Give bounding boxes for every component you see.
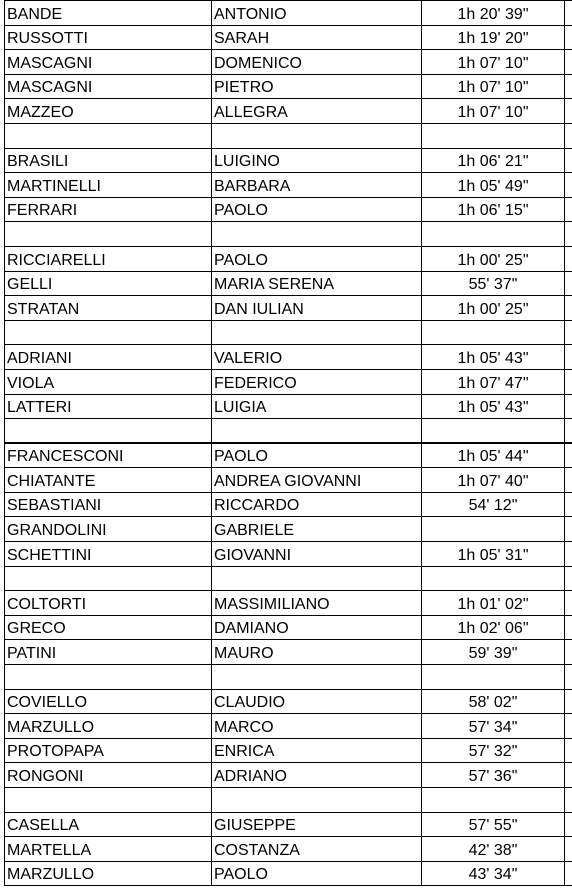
spacer-row xyxy=(4,419,572,444)
edge-cell xyxy=(564,321,572,345)
edge-cell xyxy=(564,272,572,296)
first-name-cell: GIOVANNI xyxy=(211,542,421,566)
edge-cell xyxy=(564,763,572,787)
table-row xyxy=(4,468,572,493)
last-name-cell: MARZULLO xyxy=(4,714,211,738)
table-row xyxy=(4,517,572,542)
time-cell: 42' 38" xyxy=(421,837,564,861)
time-cell xyxy=(421,321,564,345)
time-cell: 54' 12" xyxy=(421,493,564,517)
results-table xyxy=(4,0,572,886)
time-cell: 57' 34" xyxy=(421,714,564,738)
first-name-cell: MASSIMILIANO xyxy=(211,591,421,615)
table-row xyxy=(4,26,572,51)
time-cell xyxy=(421,665,564,689)
last-name-cell: RONGONI xyxy=(4,763,211,787)
last-name-cell xyxy=(4,222,211,246)
last-name-cell: RICCIARELLI xyxy=(4,247,211,271)
first-name-cell: CLAUDIO xyxy=(211,690,421,714)
time-cell xyxy=(421,124,564,148)
last-name-cell xyxy=(4,124,211,148)
time-cell: 57' 32" xyxy=(421,739,564,763)
last-name-cell xyxy=(4,321,211,345)
last-name-cell: COVIELLO xyxy=(4,690,211,714)
table-row xyxy=(4,493,572,518)
edge-cell xyxy=(564,591,572,615)
last-name-cell: GELLI xyxy=(4,272,211,296)
first-name-cell: LUIGINO xyxy=(211,149,421,173)
table-row xyxy=(4,75,572,100)
last-name-cell: GRANDOLINI xyxy=(4,517,211,541)
table-row xyxy=(4,247,572,272)
last-name-cell: MARZULLO xyxy=(4,862,211,886)
last-name-cell: MASCAGNI xyxy=(4,75,211,99)
edge-cell xyxy=(564,247,572,271)
first-name-cell: FEDERICO xyxy=(211,370,421,394)
first-name-cell: ANTONIO xyxy=(211,1,421,25)
last-name-cell: ADRIANI xyxy=(4,345,211,369)
last-name-cell: GRECO xyxy=(4,616,211,640)
edge-cell xyxy=(564,788,572,812)
last-name-cell: LATTERI xyxy=(4,395,211,419)
table-row xyxy=(4,837,572,862)
first-name-cell: ADRIANO xyxy=(211,763,421,787)
edge-cell xyxy=(564,493,572,517)
table-row xyxy=(4,616,572,641)
first-name-cell: BARBARA xyxy=(211,173,421,197)
first-name-cell: RICCARDO xyxy=(211,493,421,517)
first-name-cell: PAOLO xyxy=(211,247,421,271)
time-cell: 1h 06' 21" xyxy=(421,149,564,173)
time-cell: 1h 07' 10" xyxy=(421,50,564,74)
edge-cell xyxy=(564,616,572,640)
edge-cell xyxy=(564,222,572,246)
last-name-cell: VIOLA xyxy=(4,370,211,394)
first-name-cell: DOMENICO xyxy=(211,50,421,74)
last-name-cell: CASELLA xyxy=(4,813,211,837)
time-cell: 1h 00' 25" xyxy=(421,296,564,320)
spacer-row xyxy=(4,124,572,149)
first-name-cell: MAURO xyxy=(211,640,421,664)
edge-cell xyxy=(564,370,572,394)
table-row xyxy=(4,813,572,838)
edge-cell xyxy=(564,468,572,492)
table-row xyxy=(4,763,572,788)
first-name-cell xyxy=(211,788,421,812)
spacer-row xyxy=(4,788,572,813)
time-cell: 57' 36" xyxy=(421,763,564,787)
table-row xyxy=(4,173,572,198)
time-cell: 1h 07' 40" xyxy=(421,468,564,492)
edge-cell xyxy=(564,75,572,99)
edge-cell xyxy=(564,862,572,886)
time-cell: 43' 34" xyxy=(421,862,564,886)
first-name-cell: VALERIO xyxy=(211,345,421,369)
table-row xyxy=(4,1,572,26)
time-cell: 57' 55" xyxy=(421,813,564,837)
spacer-row xyxy=(4,321,572,346)
first-name-cell: ANDREA GIOVANNI xyxy=(211,468,421,492)
edge-cell xyxy=(564,714,572,738)
time-cell: 1h 20' 39" xyxy=(421,1,564,25)
time-cell xyxy=(421,517,564,541)
edge-cell xyxy=(564,395,572,419)
last-name-cell: SCHETTINI xyxy=(4,542,211,566)
first-name-cell: COSTANZA xyxy=(211,837,421,861)
table-row xyxy=(4,739,572,764)
table-row xyxy=(4,272,572,297)
last-name-cell: COLTORTI xyxy=(4,591,211,615)
table-row xyxy=(4,640,572,665)
first-name-cell: LUIGIA xyxy=(211,395,421,419)
last-name-cell xyxy=(4,665,211,689)
edge-cell xyxy=(564,567,572,591)
table-body xyxy=(4,1,572,886)
time-cell: 1h 05' 43" xyxy=(421,345,564,369)
time-cell: 1h 19' 20" xyxy=(421,26,564,50)
first-name-cell xyxy=(211,567,421,591)
last-name-cell xyxy=(4,567,211,591)
last-name-cell: MAZZEO xyxy=(4,99,211,123)
first-name-cell: GABRIELE xyxy=(211,517,421,541)
time-cell: 58' 02" xyxy=(421,690,564,714)
first-name-cell xyxy=(211,124,421,148)
spacer-row xyxy=(4,665,572,690)
edge-cell xyxy=(564,517,572,541)
edge-cell xyxy=(564,444,572,468)
table-row xyxy=(4,149,572,174)
time-cell: 55' 37" xyxy=(421,272,564,296)
time-cell: 1h 06' 15" xyxy=(421,198,564,222)
last-name-cell: MASCAGNI xyxy=(4,50,211,74)
time-cell: 1h 05' 49" xyxy=(421,173,564,197)
last-name-cell: BANDE xyxy=(4,1,211,25)
table-row xyxy=(4,296,572,321)
time-cell: 1h 02' 06" xyxy=(421,616,564,640)
last-name-cell xyxy=(4,788,211,812)
table-row xyxy=(4,444,572,469)
edge-cell xyxy=(564,419,572,442)
first-name-cell: PAOLO xyxy=(211,444,421,468)
last-name-cell: STRATAN xyxy=(4,296,211,320)
edge-cell xyxy=(564,198,572,222)
edge-cell xyxy=(564,690,572,714)
time-cell: 1h 07' 47" xyxy=(421,370,564,394)
edge-cell xyxy=(564,99,572,123)
last-name-cell: BRASILI xyxy=(4,149,211,173)
edge-cell xyxy=(564,813,572,837)
first-name-cell xyxy=(211,665,421,689)
first-name-cell: DAMIANO xyxy=(211,616,421,640)
table-row xyxy=(4,99,572,124)
table-row xyxy=(4,591,572,616)
edge-cell xyxy=(564,1,572,25)
first-name-cell xyxy=(211,321,421,345)
first-name-cell: PIETRO xyxy=(211,75,421,99)
first-name-cell: PAOLO xyxy=(211,198,421,222)
time-cell xyxy=(421,222,564,246)
edge-cell xyxy=(564,50,572,74)
time-cell xyxy=(421,419,564,442)
edge-cell xyxy=(564,542,572,566)
last-name-cell: MARTELLA xyxy=(4,837,211,861)
table-row xyxy=(4,542,572,567)
edge-cell xyxy=(564,173,572,197)
time-cell: 1h 00' 25" xyxy=(421,247,564,271)
last-name-cell: CHIATANTE xyxy=(4,468,211,492)
last-name-cell: PATINI xyxy=(4,640,211,664)
first-name-cell: PAOLO xyxy=(211,862,421,886)
first-name-cell: GIUSEPPE xyxy=(211,813,421,837)
table-row xyxy=(4,345,572,370)
table-row xyxy=(4,50,572,75)
time-cell xyxy=(421,567,564,591)
first-name-cell: MARIA SERENA xyxy=(211,272,421,296)
last-name-cell xyxy=(4,419,211,442)
first-name-cell: ENRICA xyxy=(211,739,421,763)
edge-cell xyxy=(564,739,572,763)
time-cell: 1h 01' 02" xyxy=(421,591,564,615)
edge-cell xyxy=(564,149,572,173)
edge-cell xyxy=(564,665,572,689)
first-name-cell: MARCO xyxy=(211,714,421,738)
edge-cell xyxy=(564,296,572,320)
last-name-cell: FERRARI xyxy=(4,198,211,222)
table-row xyxy=(4,690,572,715)
table-row xyxy=(4,198,572,223)
spacer-row xyxy=(4,567,572,592)
table-row xyxy=(4,862,572,887)
first-name-cell: ALLEGRA xyxy=(211,99,421,123)
last-name-cell: PROTOPAPA xyxy=(4,739,211,763)
time-cell: 1h 07' 10" xyxy=(421,99,564,123)
time-cell: 1h 05' 44" xyxy=(421,444,564,468)
spacer-row xyxy=(4,222,572,247)
time-cell xyxy=(421,788,564,812)
last-name-cell: FRANCESCONI xyxy=(4,444,211,468)
first-name-cell: DAN IULIAN xyxy=(211,296,421,320)
last-name-cell: SEBASTIANI xyxy=(4,493,211,517)
table-row xyxy=(4,370,572,395)
time-cell: 1h 05' 31" xyxy=(421,542,564,566)
edge-cell xyxy=(564,124,572,148)
time-cell: 1h 07' 10" xyxy=(421,75,564,99)
table-row xyxy=(4,714,572,739)
time-cell: 1h 05' 43" xyxy=(421,395,564,419)
edge-cell xyxy=(564,837,572,861)
table-row xyxy=(4,395,572,420)
first-name-cell xyxy=(211,222,421,246)
last-name-cell: RUSSOTTI xyxy=(4,26,211,50)
edge-cell xyxy=(564,345,572,369)
first-name-cell: SARAH xyxy=(211,26,421,50)
edge-cell xyxy=(564,26,572,50)
first-name-cell xyxy=(211,419,421,442)
edge-cell xyxy=(564,640,572,664)
time-cell: 59' 39" xyxy=(421,640,564,664)
last-name-cell: MARTINELLI xyxy=(4,173,211,197)
